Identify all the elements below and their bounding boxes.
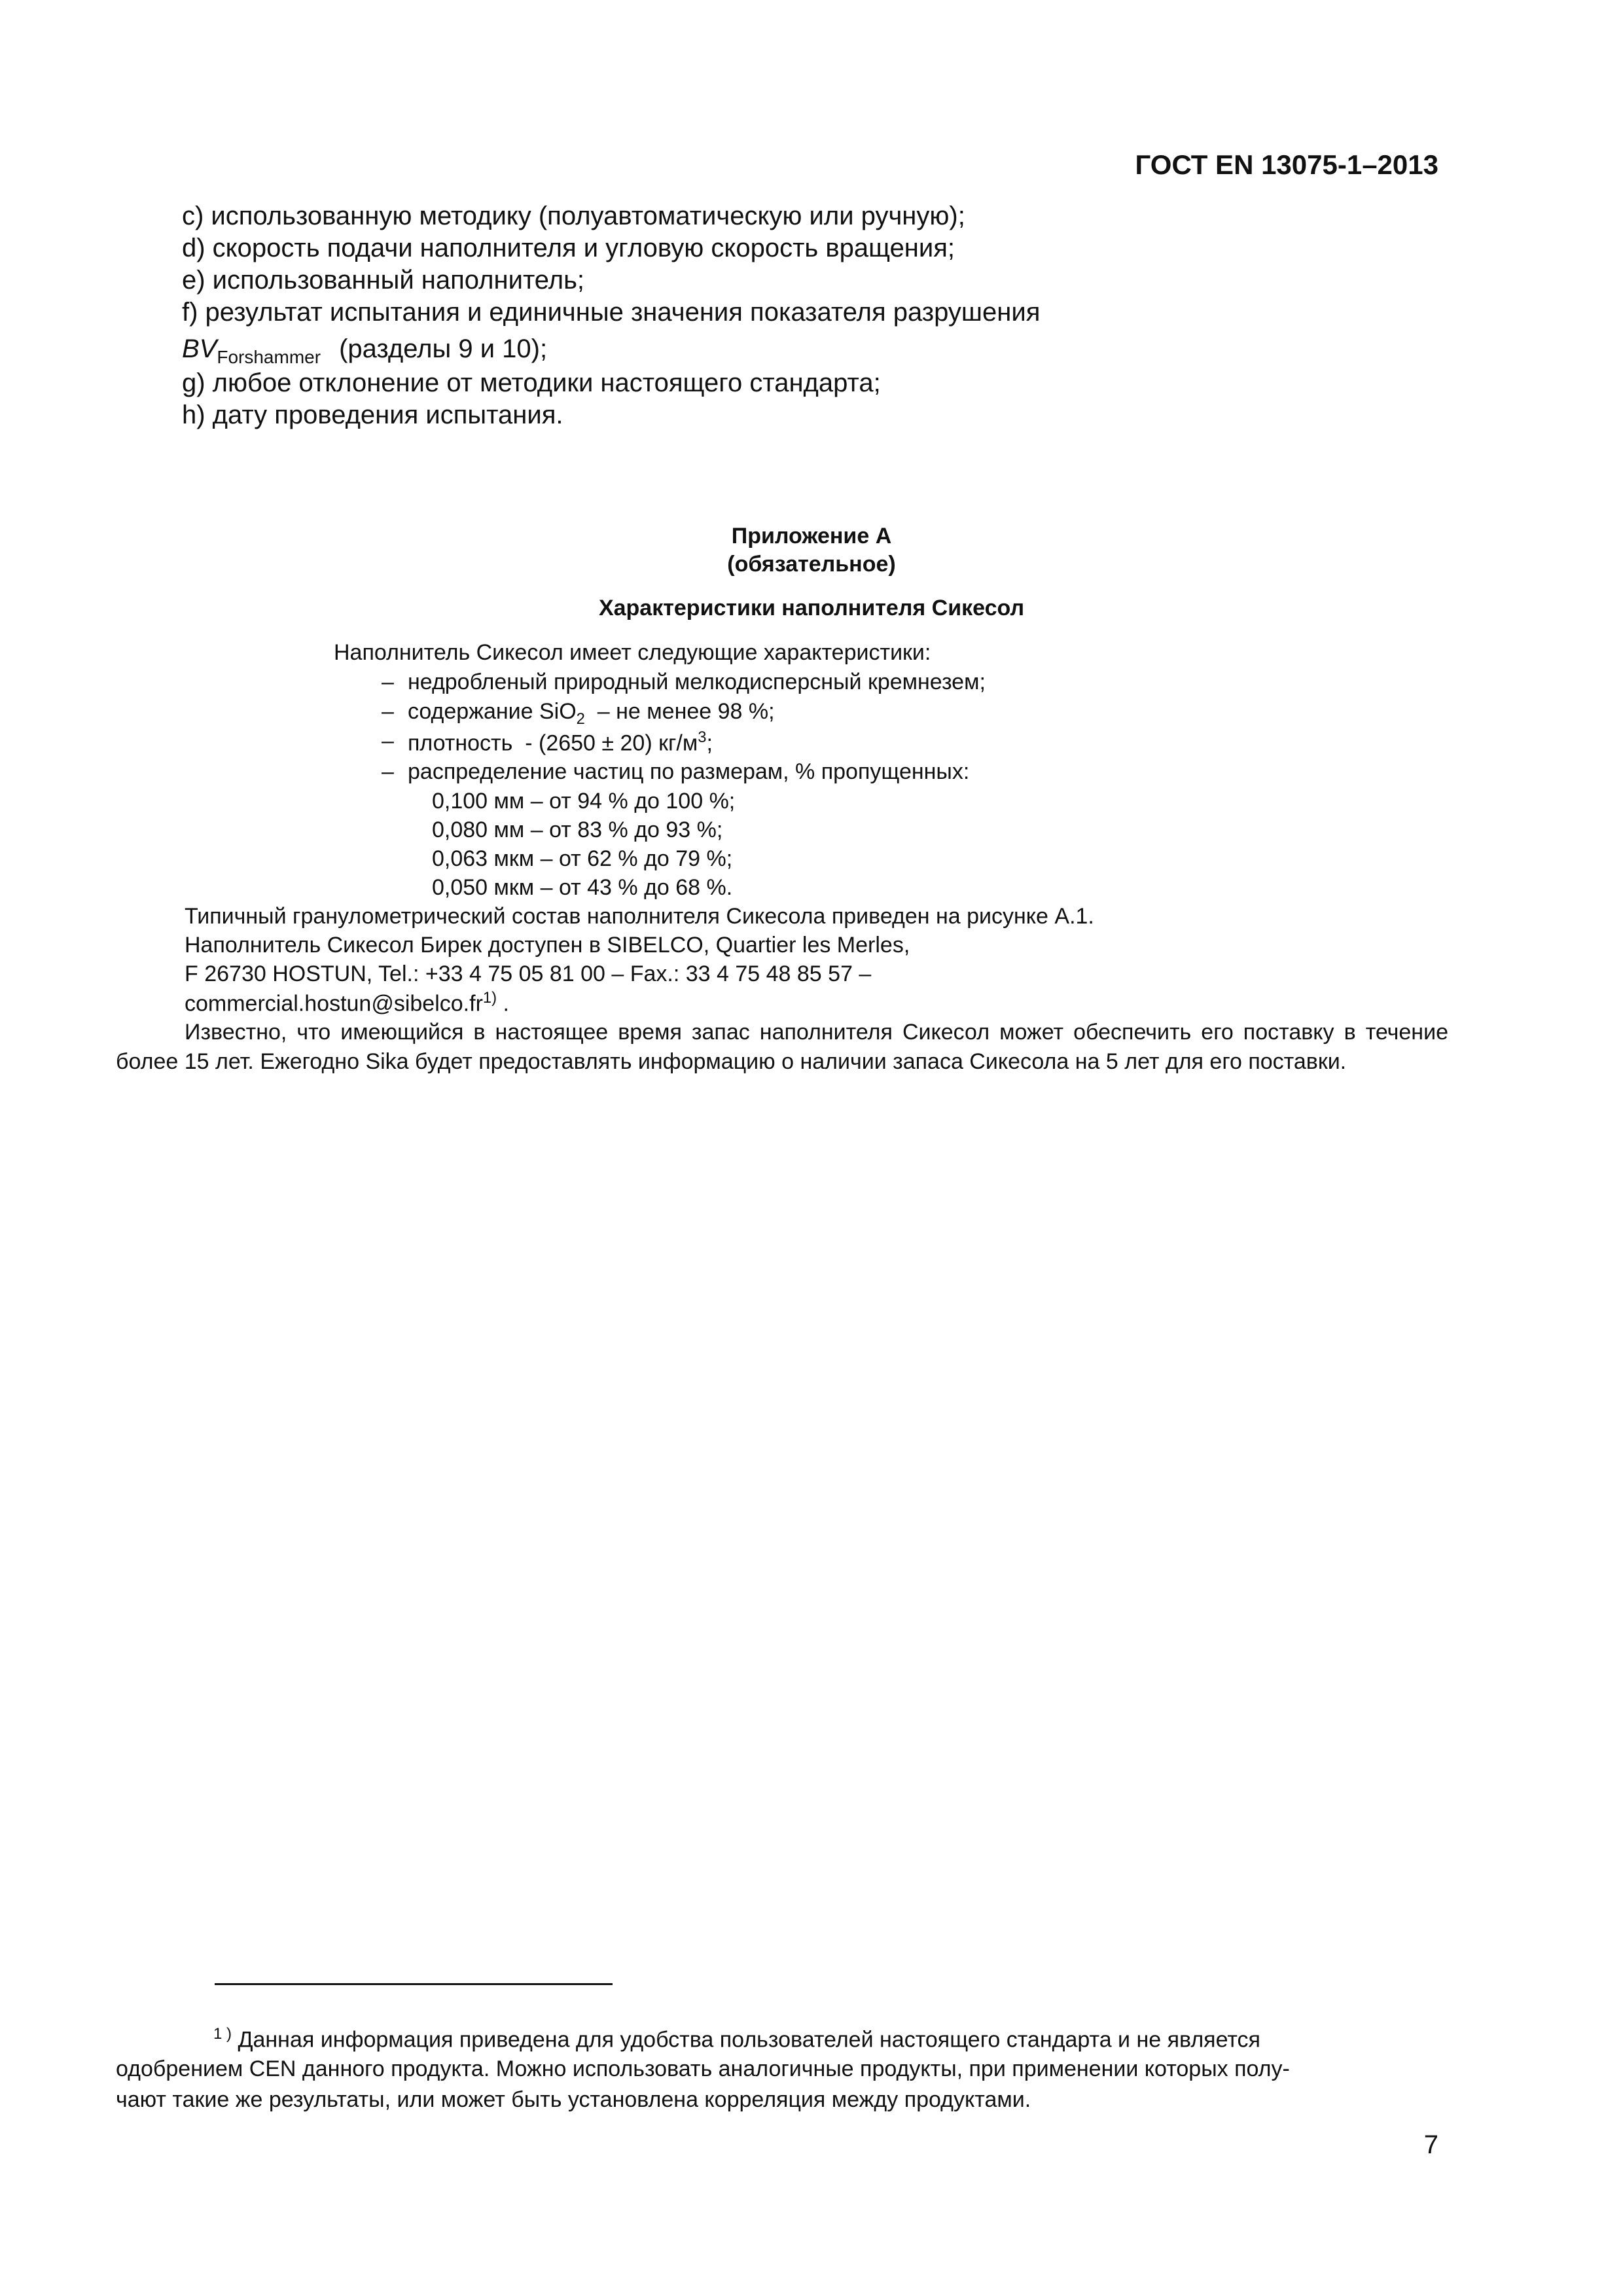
footnote-marker: 1 ) — [213, 2025, 232, 2043]
size-row: 0,100 мм – от 94 % до 100 %; — [432, 789, 736, 814]
dash-marker: – — [382, 759, 394, 784]
email-link[interactable]: commercial.hostun@sibelco.fr — [185, 991, 483, 1016]
size-row: 0,063 мкм – от 62 % до 79 %; — [432, 846, 733, 871]
footnote-line-3: чают такие же результаты, или может быть установлена корреляция между продуктами. — [116, 2087, 1031, 2112]
stock-paragraph: Известно, что имеющийся в настоящее время запас наполнителя Сикесол может обеспечить его поставку в течение более 15 лет. Ежегодно Sika будет предоставлять информацию о наличии запаса Сикесола на 5 лет для его поставки. — [116, 1020, 1448, 1074]
typical-composition: Типичный гранулометрический состав наполнителя Сикесола приведен на рисунке А.1. — [185, 904, 1094, 929]
document-number: ГОСТ EN 13075-1–2013 — [1135, 149, 1438, 180]
footnote-line-1: $^{1 )}$ Данная информация приведена для удобства пользователей настоящего стандарта и не является — [213, 2025, 1260, 2053]
report-item-h: h) дату проведения испытания. — [182, 401, 563, 429]
report-item-bv — [182, 334, 547, 368]
page-number: 7 — [1423, 2130, 1438, 2159]
dash-marker: – — [382, 699, 394, 724]
bv-symbol: BV — [182, 334, 217, 363]
bullet-text: распределение частиц по размерам, % пропущенных: — [408, 759, 970, 784]
annex-title: Приложение А — [731, 524, 892, 548]
annex-intro: Наполнитель Сикесол имеет следующие характеристики: — [334, 640, 931, 665]
email-line: $commercial.hostun@sibelco.fr^{1)}$ . — [185, 989, 509, 1016]
footnote-ref: 1) — [482, 989, 497, 1007]
bullet-text: плотность - (2650 ± 20) $кг/м^3$; — [408, 728, 713, 756]
bv-subscript: Forshammer — [217, 347, 321, 367]
annex-heading: Характеристики наполнителя Сикесол — [598, 596, 1025, 620]
dash-marker: – — [382, 670, 394, 694]
report-item-f: f) результат испытания и единичные значения показателя разрушения — [182, 298, 1041, 327]
size-row: 0,080 мм – от 83 % до 93 %; — [432, 817, 723, 842]
report-item-d: d) скорость подачи наполнителя и угловую скорость вращения; — [182, 234, 955, 262]
availability-line-2: F 26730 HOSTUN, Tel.: +33 4 75 05 81 00 – Fax.: 33 4 75 48 85 57 – — [185, 961, 872, 986]
annex-status: (обязательное) — [727, 552, 896, 577]
report-item-g: g) любое отклонение от методики настоящего стандарта; — [182, 368, 881, 397]
bullet-text: недробленый природный мелкодисперсный кремнезем; — [408, 670, 986, 694]
footnote-divider — [215, 1983, 613, 1985]
bullet-text: содержание SiO$_2$ – не менее 98 %; — [408, 699, 775, 728]
report-item-e: e) использованный наполнитель; — [182, 266, 585, 295]
availability-line-1: Наполнитель Сикесол Бирек доступен в SIBELCO, Quartier les Merles, — [185, 933, 910, 958]
bv-rest: (разделы 9 и 10); — [339, 334, 548, 363]
dash-marker: – — [382, 728, 394, 753]
footnote-line-2: одобрением CEN данного продукта. Можно использовать аналогичные продукты, при применении которых полу- — [116, 2056, 1290, 2081]
size-row: 0,050 мкм – от 43 % до 68 %. — [432, 875, 733, 900]
report-item-c: c) использованную методику (полуавтоматическую или ручную); — [182, 202, 965, 230]
